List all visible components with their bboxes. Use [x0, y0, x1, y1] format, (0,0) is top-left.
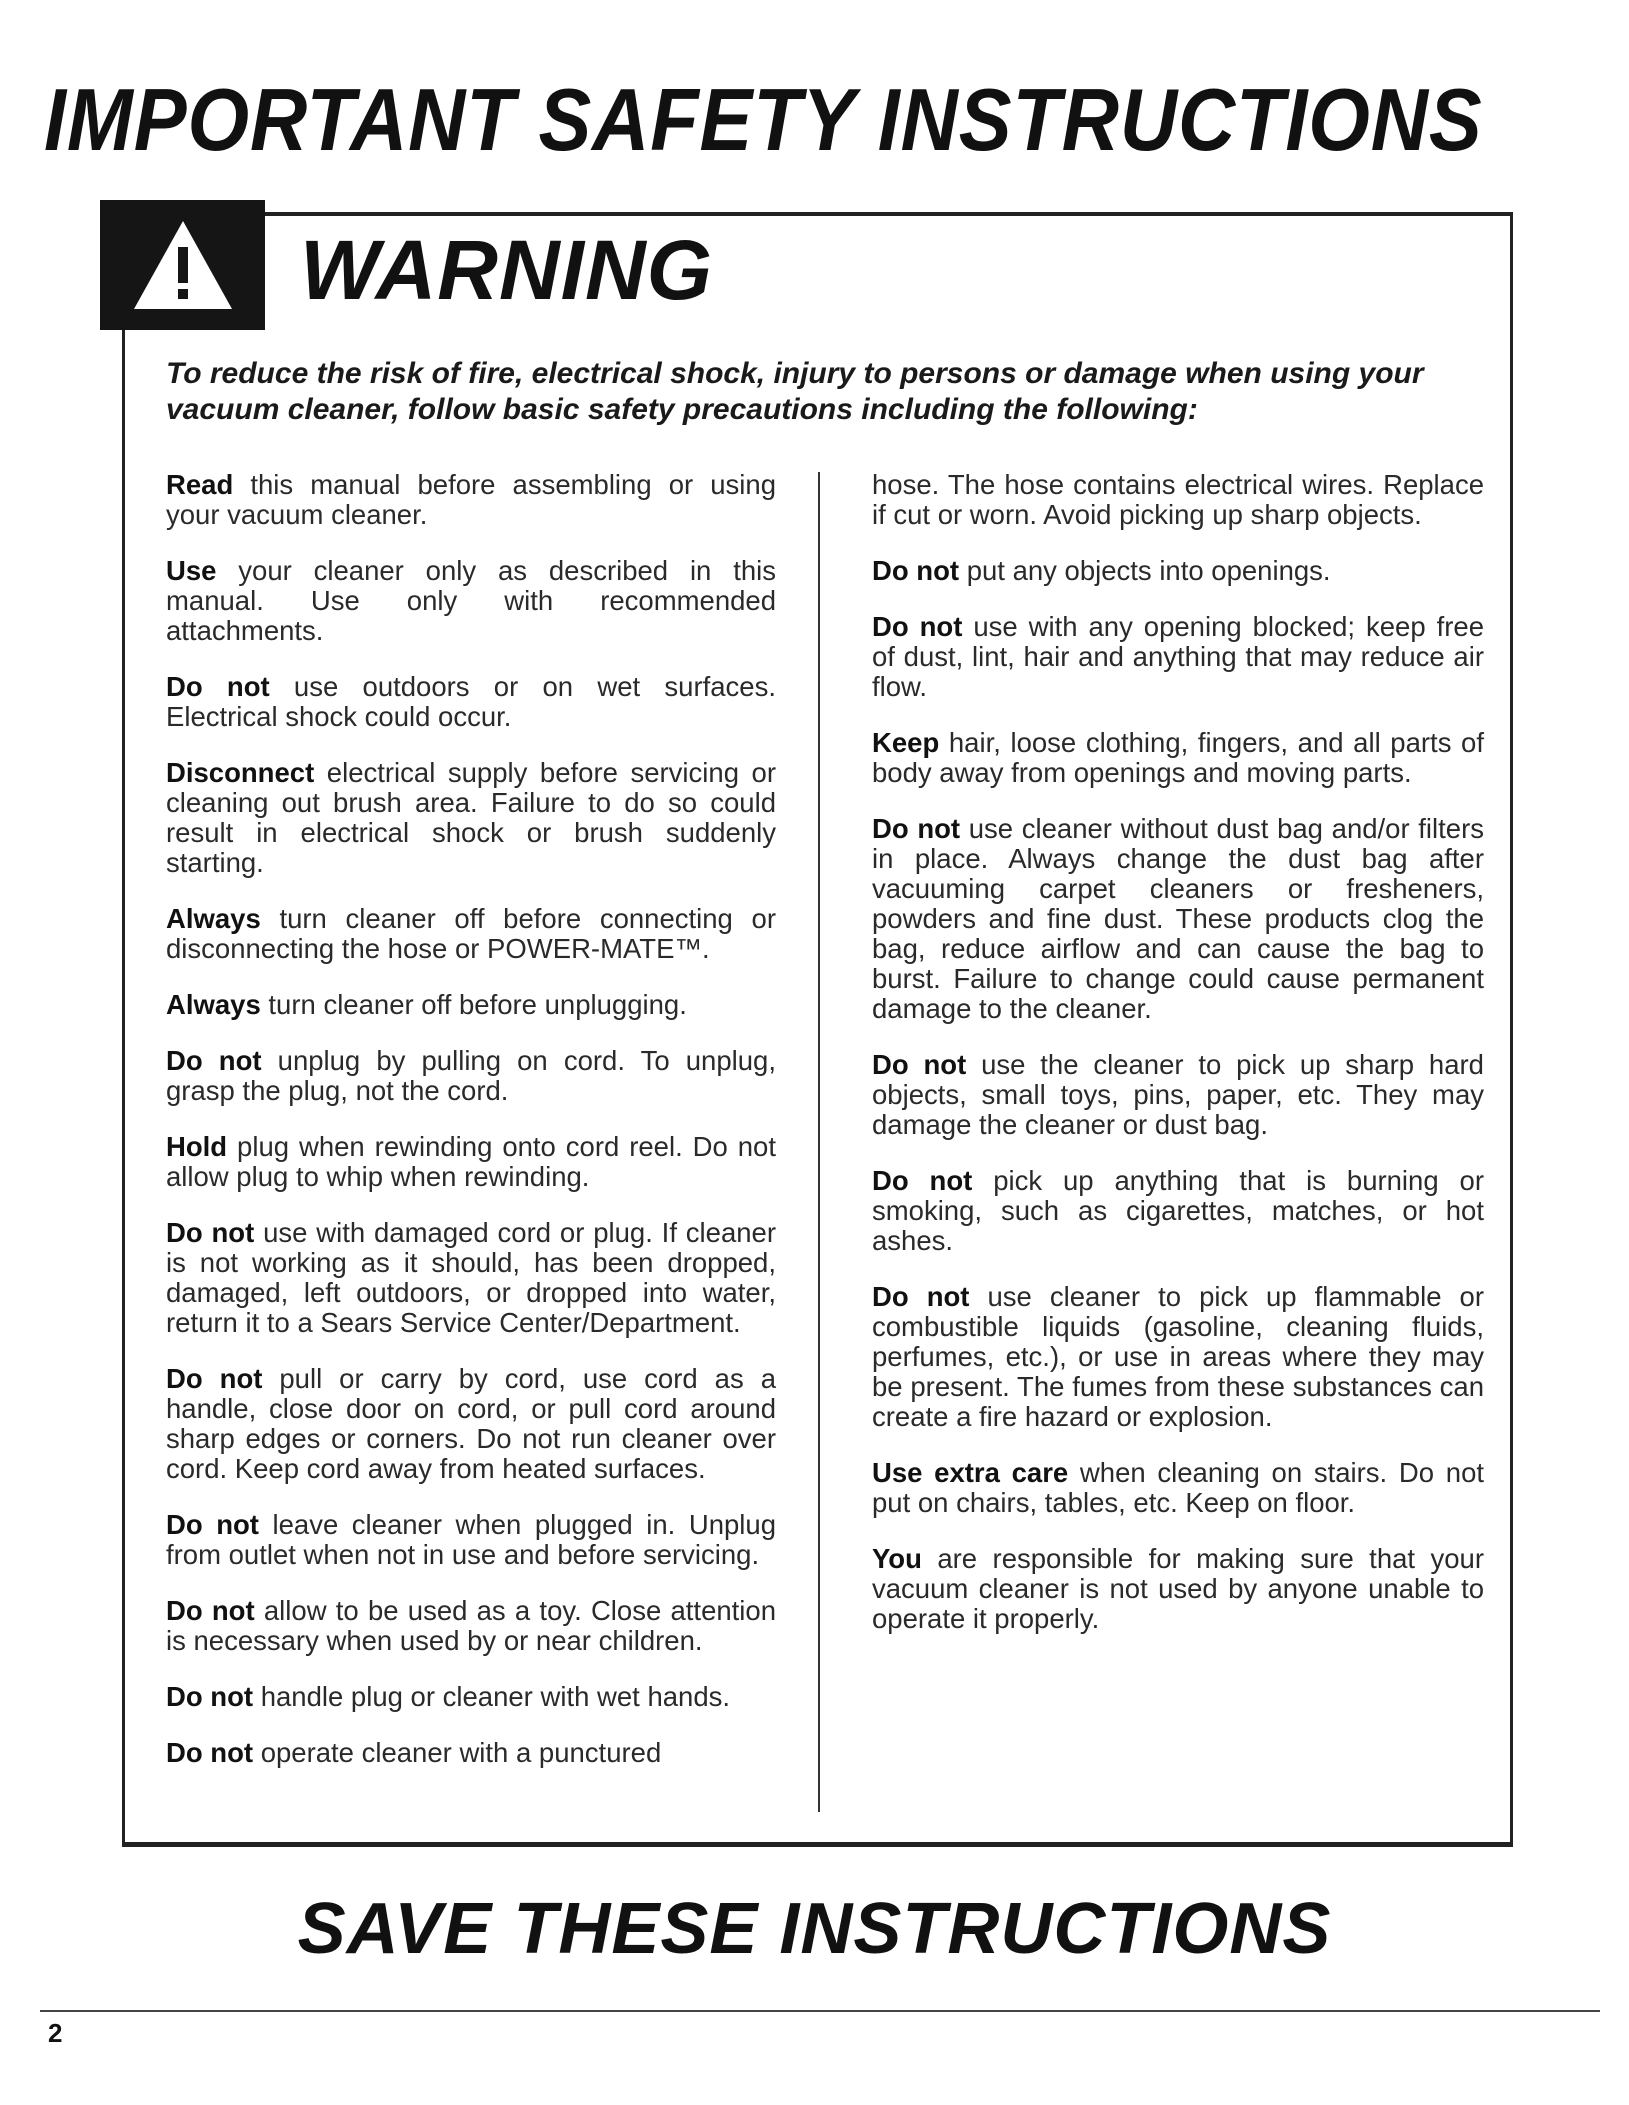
- instruction-item: Hold plug when rewinding onto cord reel. Do not allow plug to whip when rewinding.: [166, 1131, 776, 1192]
- column-divider: [818, 472, 820, 1812]
- warning-heading: WARNING: [300, 223, 713, 317]
- instruction-item: Do not use with any opening blocked; keep free of dust, lint, hair and anything that may reduce air flow.: [872, 611, 1484, 702]
- instruction-item: Always turn cleaner off before connecting or disconnecting the hose or POWER-MATE™.: [166, 903, 776, 964]
- instruction-item: Do not unplug by pulling on cord. To unplug, grasp the plug, not the cord.: [166, 1045, 776, 1106]
- instruction-item: Always turn cleaner off before unplugging.: [166, 989, 687, 1020]
- footer-rule: [40, 2010, 1600, 2012]
- instruction-item: Read this manual before assembling or using your vacuum cleaner.: [166, 469, 776, 530]
- instruction-item: Disconnect electrical supply before servicing or cleaning out brush area. Failure to do so could result in electrical shock or brush suddenly starting.: [166, 757, 776, 878]
- instruction-item: Keep hair, loose clothing, fingers, and all parts of body away from openings and moving parts.: [872, 727, 1484, 788]
- instruction-item: Do not put any objects into openings.: [872, 555, 1331, 586]
- instruction-item: You are responsible for making sure that your vacuum cleaner is not used by anyone unable to operate it properly.: [872, 1543, 1484, 1634]
- title-text: IMPORTANT SAFETY INSTRUCTIONS: [44, 70, 1483, 169]
- instruction-item: Use your cleaner only as described in this manual. Use only with recommended attachments.: [166, 555, 776, 646]
- left-column: [166, 470, 776, 1794]
- instruction-item: Do not allow to be used as a toy. Close attention is necessary when used by or near children.: [166, 1595, 776, 1656]
- save-instructions-heading: SAVE THESE INSTRUCTIONS: [297, 1889, 1332, 1969]
- instruction-item: Do not use with damaged cord or plug. If cleaner is not working as it should, has been dropped, damaged, left outdoors, or dropped into water, return it to a Sears Service Center/Department.: [166, 1217, 776, 1338]
- warning-triangle-icon: [128, 215, 238, 315]
- instruction-item: Do not use cleaner without dust bag and/or filters in place. Always change the dust bag after vacuuming carpet cleaners or fresheners, powders and fine dust. These products clog the bag, reduce airflow and can cause the bag to burst. Failure to change could cause permanent damage to the cleaner.: [872, 813, 1484, 1024]
- right-column: [872, 470, 1484, 1660]
- instruction-item: Do not use the cleaner to pick up sharp hard objects, small toys, pins, paper, etc. They may damage the cleaner or dust bag.: [872, 1049, 1484, 1140]
- instruction-item: Do not use outdoors or on wet surfaces. Electrical shock could occur.: [166, 671, 776, 732]
- instruction-item: Do not operate cleaner with a punctured: [166, 1737, 662, 1768]
- warning-badge: [100, 200, 265, 330]
- page-number: 2: [48, 2018, 63, 2048]
- instruction-item: Do not pick up anything that is burning or smoking, such as cigarettes, matches, or hot ashes.: [872, 1165, 1484, 1256]
- instruction-item: hose. The hose contains electrical wires. Replace if cut or worn. Avoid picking up sharp objects.: [872, 469, 1484, 530]
- instruction-item: Do not handle plug or cleaner with wet hands.: [166, 1681, 731, 1712]
- instruction-item: Use extra care when cleaning on stairs. Do not put on chairs, tables, etc. Keep on floor.: [872, 1457, 1485, 1518]
- page-title: [40, 70, 1600, 170]
- instruction-item: Do not leave cleaner when plugged in. Unplug from outlet when not in use and before servicing.: [166, 1509, 776, 1570]
- warning-intro: To reduce the risk of fire, electrical shock, injury to persons or damage when using your vacuum cleaner, follow basic safety precautions including the following:: [166, 357, 1424, 426]
- instruction-item: Do not pull or carry by cord, use cord as a handle, close door on cord, or pull cord around sharp edges or corners. Do not run cleaner over cord. Keep cord away from heated surfaces.: [166, 1363, 776, 1484]
- instruction-item: Do not use cleaner to pick up flammable or combustible liquids (gasoline, cleaning fluids, perfumes, etc.), or use in areas where they may be present. The fumes from these substances can create a fire hazard or explosion.: [872, 1281, 1484, 1432]
